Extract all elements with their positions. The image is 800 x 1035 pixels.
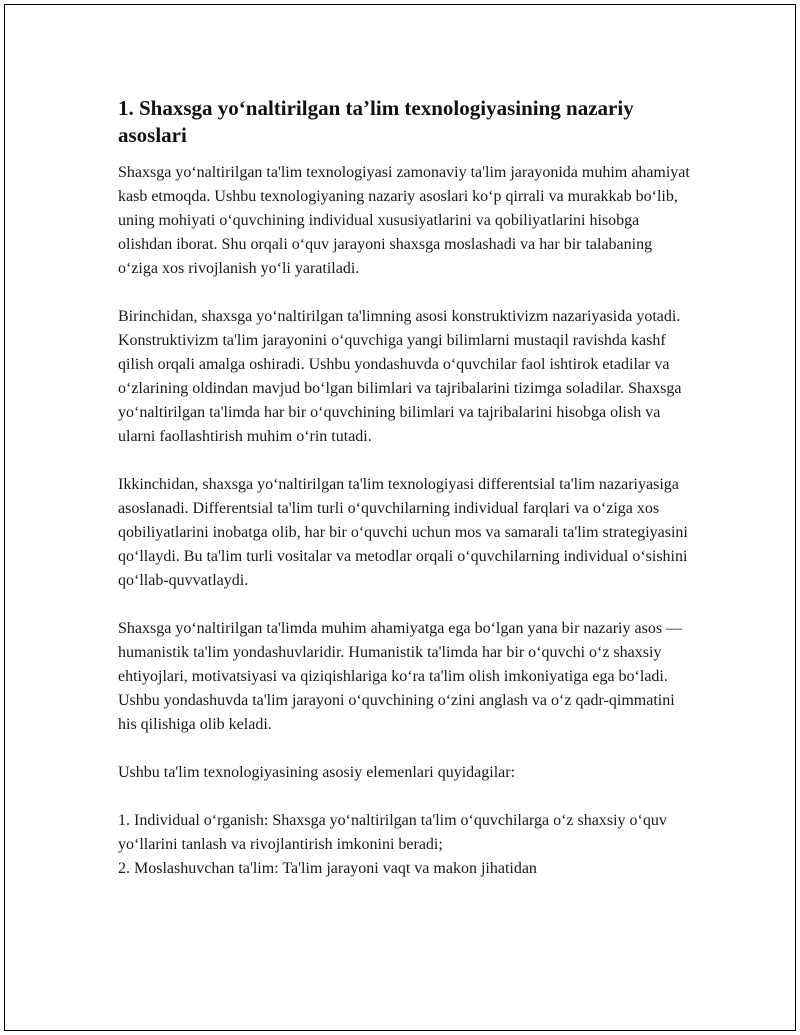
paragraph-differential: Ikkinchidan, shaxsga yo‘naltirilgan ta'lim texnologiyasi differentsial ta'lim nazariyasiga asoslanadi. Differentsial ta'lim turli o‘quvchilarning individual farqlari va o‘ziga xos qobiliyatlarini inobatga olib, har bir o‘quvchi uchun mos va samarali ta'lim strategiyasini qo‘llaydi. Bu ta'lim turli vositalar va metodlar orqali o‘quvchilarning individual o‘sishini qo‘llab-quvvatlaydi. [118,476,688,589]
document-body [118,95,690,881]
paragraph-intro: Shaxsga yo‘naltirilgan ta'lim texnologiyasi zamonaviy ta'lim jarayonida muhim ahamiyat kasb etmoqda. Ushbu texnologiyaning nazariy asoslari ko‘p qirrali va murakkab bo‘lib, uning mohiyati o‘quvchining individual xususiyatlarini va qobiliyatlarini hisobga olishdan iborat. Shu orqali o‘quv jarayoni shaxsga moslashadi va har bir talabaning o‘ziga xos rivojlanish yo‘li yaratiladi. [118,164,690,277]
list-item: 1. Individual o‘rganish: Shaxsga yo‘naltirilgan ta'lim o‘quvchilarga o‘z shaxsiy o‘quv yo‘llarini tanlash va rivojlantirish imkonini beradi; [118,812,667,853]
paragraph-constructivism: Birinchidan, shaxsga yo‘naltirilgan ta'limning asosi konstruktivizm nazariyasida yotadi. Konstruktivizm ta'lim jarayonini o‘quvchiga yangi bilimlarni mustaqil ravishda kashf qilish orqali amalga oshiradi. Ushbu yondashuvda o‘quvchilar faol ishtirok etadilar va o‘zlarining oldindan mavjud bo‘lgan bilimlari va tajribalarini tizimga soladilar. Shaxsga yo‘naltirilgan ta'limda har bir o‘quvchining bilimlari va tajribalarini hisobga olish va ularni faollashtirish muhim o‘rin tutadi. [118,308,682,445]
section-heading: 1. Shaxsga yo‘naltirilgan ta’lim texnologiyasining nazariy asoslari [118,96,634,147]
elements-list [118,809,690,881]
paragraph-elements-intro: Ushbu ta'lim texnologiyasining asosiy elemenlari quyidagilar: [118,764,516,781]
list-item: 2. Moslashuvchan ta'lim: Ta'lim jarayoni vaqt va makon jihatidan [118,860,537,877]
paragraph-humanistic: Shaxsga yo‘naltirilgan ta'limda muhim ahamiyatga ega bo‘lgan yana bir nazariy asos — humanistik ta'lim yondashuvlaridir. Humanistik ta'limda har bir o‘quvchi o‘z shaxsiy ehtiyojlari, motivatsiyasi va qiziqishlariga ko‘ra ta'lim olish imkoniyatiga ega bo‘ladi. Ushbu yondashuvda ta'lim jarayoni o‘quvchining o‘zini anglash va o‘z qadr-qimmatini his qilishiga olib keladi. [118,620,683,733]
